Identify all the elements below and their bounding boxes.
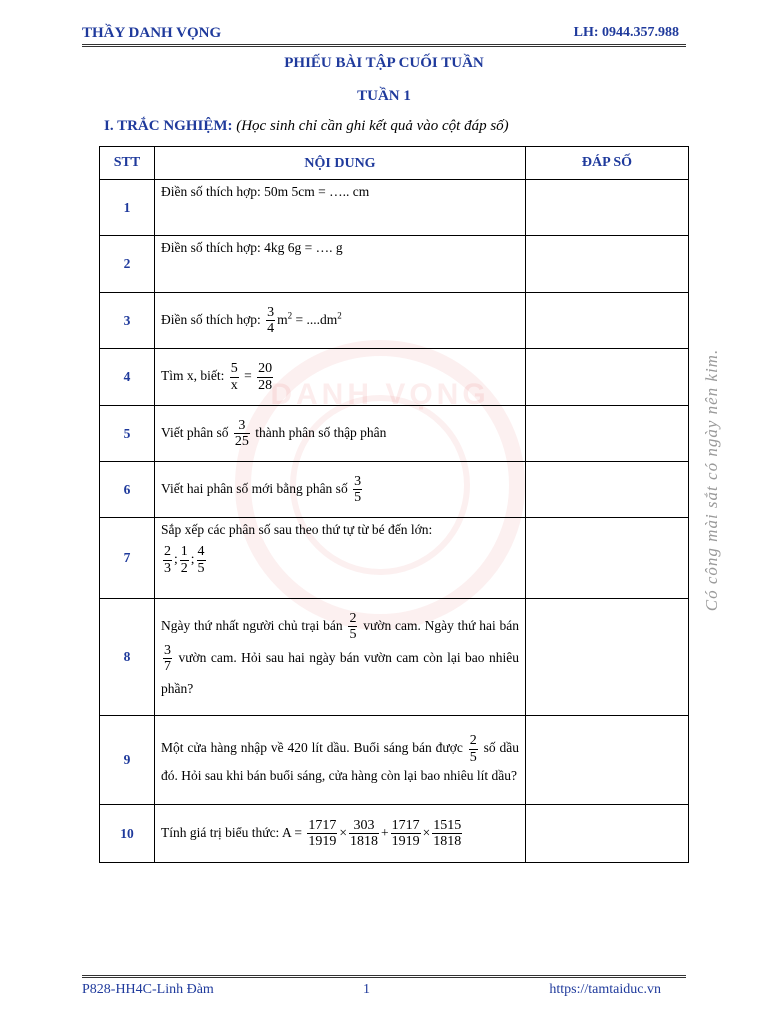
expression-lhs: A = <box>281 824 302 840</box>
times-sign: × <box>339 824 347 840</box>
row-text-2: thành phân số thập phân <box>255 424 387 440</box>
table-row <box>100 716 689 805</box>
times-sign: × <box>422 824 431 840</box>
denominator: 25 <box>234 434 249 449</box>
row-content <box>155 462 526 518</box>
footer-address: P828-HH4C-Linh Đàm <box>82 982 214 997</box>
row-number: 4 <box>100 349 155 406</box>
watermark-text: DANH VỌNG <box>270 378 490 411</box>
answer-cell[interactable] <box>525 349 688 406</box>
col-header-answer: ĐÁP SỐ <box>525 147 688 180</box>
denominator: 7 <box>164 659 172 675</box>
numerator: 1 <box>180 544 188 560</box>
row-number: 8 <box>100 599 155 716</box>
separator: ; <box>190 551 195 567</box>
denominator: 4 <box>267 321 275 336</box>
answer-cell[interactable] <box>525 805 688 863</box>
numerator: 3 <box>354 473 362 489</box>
row-content <box>155 518 526 599</box>
table-row <box>100 293 689 349</box>
row-number: 10 <box>100 805 155 863</box>
table-row <box>100 599 689 716</box>
fraction <box>234 418 250 450</box>
answer-cell[interactable] <box>525 180 688 236</box>
separator: ; <box>174 551 178 567</box>
header-divider <box>82 44 686 50</box>
footer-website-link[interactable]: https://tamtaiduc.vn <box>549 982 661 997</box>
table-row <box>100 518 689 599</box>
row-text: Tìm x, biết: <box>161 368 225 384</box>
fraction <box>348 611 357 643</box>
row-text: Viết phân số <box>161 424 229 440</box>
table-row <box>100 180 689 236</box>
denominator: x <box>230 377 238 393</box>
numerator: 2 <box>469 733 477 749</box>
answer-cell[interactable] <box>525 462 688 518</box>
fraction <box>307 818 337 850</box>
fraction <box>230 361 239 393</box>
row-text: Điền số thích hợp: <box>161 311 261 327</box>
denominator: 5 <box>349 627 357 643</box>
row-text-2: vườn cam. Ngày thứ hai bán <box>363 618 519 634</box>
col-header-content: NỘI DUNG <box>155 147 526 180</box>
fraction <box>353 474 362 506</box>
numerator: 3 <box>238 417 246 433</box>
fraction <box>197 544 206 576</box>
fraction <box>432 818 462 850</box>
fraction <box>163 643 172 675</box>
denominator: 5 <box>469 749 477 765</box>
row-text: Ngày thứ nhất người chủ trại bán <box>161 618 343 634</box>
plus-sign: + <box>380 824 389 840</box>
fraction <box>180 544 189 576</box>
row-number: 1 <box>100 180 155 236</box>
numerator: 1717 <box>308 817 337 833</box>
denominator: 1818 <box>433 834 462 849</box>
row-number: 2 <box>100 236 155 293</box>
denominator: 1919 <box>391 834 420 849</box>
side-quote: Có công mài sắt có ngày nên kim. <box>702 348 721 612</box>
row-content <box>155 716 526 805</box>
footer-divider <box>82 975 686 981</box>
answer-cell[interactable] <box>525 406 688 462</box>
row-content <box>155 406 526 462</box>
row-number: 5 <box>100 406 155 462</box>
denominator: 5 <box>197 560 205 576</box>
answer-cell[interactable] <box>525 518 688 599</box>
fraction <box>266 305 275 337</box>
equals-sign: = <box>244 368 252 384</box>
exponent-2: 2 <box>337 310 342 321</box>
fraction <box>257 361 273 393</box>
exercise-table <box>99 146 689 863</box>
row-text-3: vườn cam. Hỏi sau hai ngày bán vườn cam còn lại bao nhiêu phần? <box>161 649 519 696</box>
week-label: TUẦN 1 <box>357 88 411 104</box>
fraction <box>469 733 478 765</box>
row-number: 6 <box>100 462 155 518</box>
row-text: Một cửa hàng nhập về 420 lít dầu. Buổi sáng bán được <box>161 740 463 756</box>
row-content <box>155 349 526 406</box>
numerator: 20 <box>258 361 273 377</box>
section-note: (Học sinh chỉ cần ghi kết quả vào cột đáp số) <box>236 118 509 134</box>
row-text-2: số dầu đó. Hỏi sau khi bán buổi sáng, cửa hàng còn lại bao nhiêu lít dầu? <box>161 740 520 784</box>
exponent: 2 <box>287 310 293 321</box>
denominator: 5 <box>354 490 362 505</box>
table-row <box>100 236 689 293</box>
numerator: 2 <box>349 611 357 627</box>
numerator: 2 <box>164 544 172 560</box>
numerator: 3 <box>164 642 172 658</box>
fraction-list <box>161 544 519 576</box>
numerator: 1717 <box>391 817 420 833</box>
answer-cell[interactable] <box>525 236 688 293</box>
unit-text-2: = ....dm <box>292 311 338 327</box>
numerator: 1515 <box>433 817 462 833</box>
row-text: Sắp xếp các phân số sau theo thứ tự từ bé đến lớn: <box>161 522 433 537</box>
numerator: 303 <box>353 817 375 833</box>
table-row <box>100 349 689 406</box>
answer-cell[interactable] <box>525 293 688 349</box>
row-number: 9 <box>100 716 155 805</box>
page-title: PHIẾU BÀI TẬP CUỐI TUẦN <box>284 55 484 71</box>
row-text: Viết hai phân số mới bằng phân số <box>161 480 348 496</box>
denominator: 2 <box>180 560 188 576</box>
row-content: Điền số thích hợp: 50m 5cm = ….. cm <box>155 180 526 236</box>
row-content: Điền số thích hợp: 4kg 6g = …. g <box>155 236 526 293</box>
header-teacher-name: THẦY DANH VỌNG <box>82 25 222 41</box>
numerator: 3 <box>267 304 275 320</box>
denominator: 3 <box>164 560 172 576</box>
answer-cell[interactable] <box>525 599 688 716</box>
denominator: 1818 <box>349 834 378 849</box>
col-header-stt: STT <box>100 147 155 180</box>
row-text: Tính giá trị biểu thức: <box>161 824 280 840</box>
fraction <box>391 818 421 850</box>
numerator: 4 <box>197 544 205 560</box>
answer-cell[interactable] <box>525 716 688 805</box>
row-content <box>155 599 526 716</box>
table-header-row <box>100 147 689 180</box>
unit-text: m <box>277 311 288 327</box>
table-row <box>100 462 689 518</box>
numerator: 5 <box>230 361 238 377</box>
row-number: 3 <box>100 293 155 349</box>
fraction <box>349 818 379 850</box>
denominator: 28 <box>258 377 273 393</box>
fraction <box>163 544 172 576</box>
table-row <box>100 805 689 863</box>
row-content <box>155 293 526 349</box>
table-row <box>100 406 689 462</box>
page-number: 1 <box>363 982 370 997</box>
row-number: 7 <box>100 518 155 599</box>
section-heading <box>104 118 509 135</box>
section-label: I. TRẮC NGHIỆM: <box>104 118 233 134</box>
denominator: 1919 <box>308 834 337 849</box>
row-content <box>155 805 526 863</box>
header-contact: LH: 0944.357.988 <box>573 25 679 40</box>
